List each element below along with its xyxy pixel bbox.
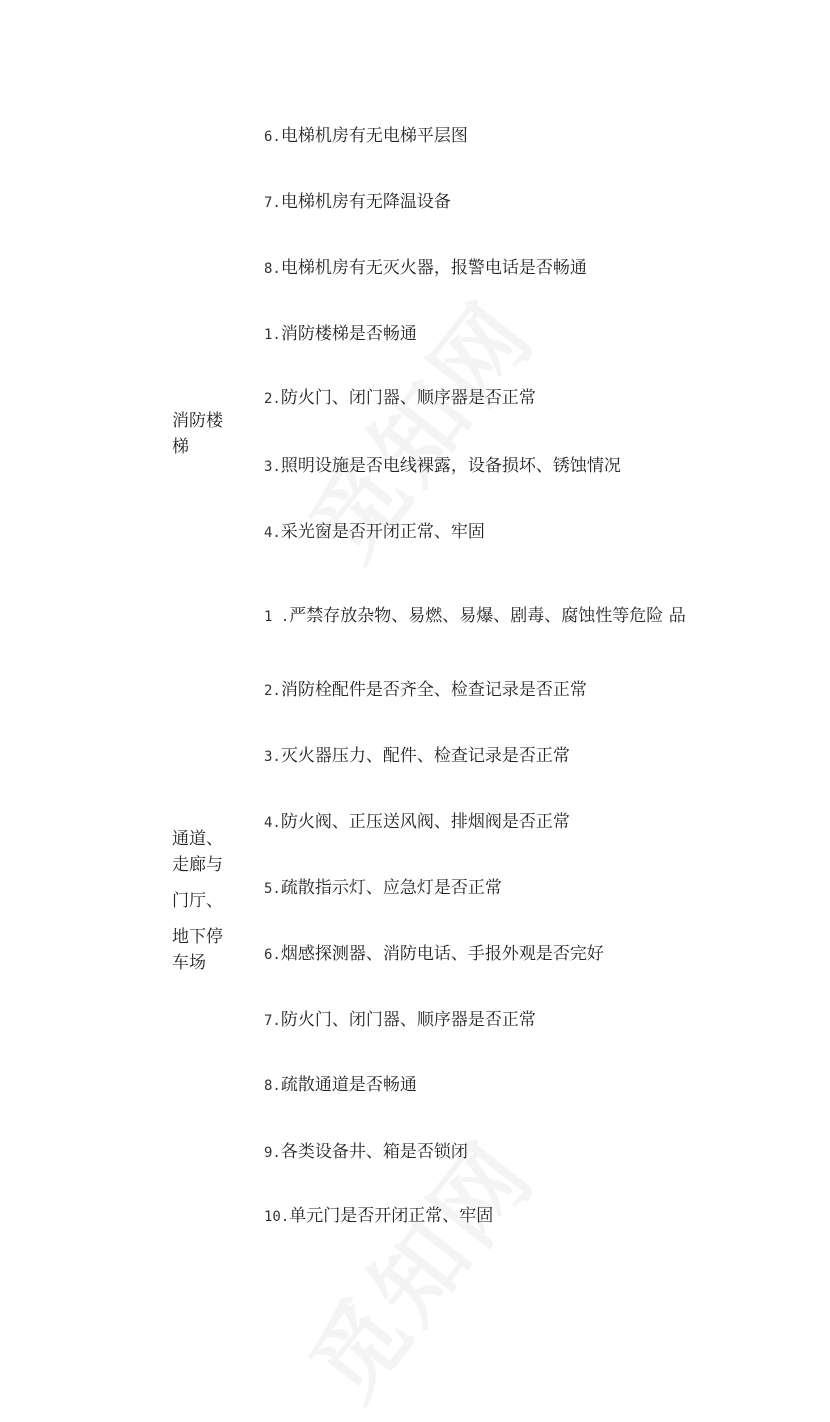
item-text: 疏散指示灯、应急灯是否正常 — [280, 878, 502, 898]
item-text: 防火门、闭门器、顺序器是否正常 — [280, 388, 536, 408]
item-number: 3. — [264, 749, 281, 765]
item-number: 3. — [264, 459, 281, 475]
item-number: 10. — [264, 1209, 290, 1225]
item-text: 各类设备井、箱是否锁闭 — [280, 1142, 468, 1162]
list-item — [264, 520, 485, 545]
item-number: 9. — [264, 1145, 281, 1161]
section-label-line: 通道、 — [172, 829, 223, 849]
list-item — [264, 386, 536, 411]
item-text: 电梯机房有无降温设备 — [280, 192, 451, 212]
item-text: 消防栓配件是否齐全、检查记录是否正常 — [280, 680, 587, 700]
item-number: 7. — [264, 195, 281, 211]
item-number: 8. — [264, 1078, 281, 1094]
section-label-line: 门厅、 — [172, 891, 223, 911]
list-item — [264, 1073, 417, 1098]
item-text: 采光窗是否开闭正常、牢固 — [280, 522, 485, 542]
item-text: 防火阀、正压送风阀、排烟阀是否正常 — [280, 812, 570, 832]
item-text: 单元门是否开闭正常、牢固 — [289, 1206, 494, 1226]
item-text: 烟感探测器、消防电话、手报外观是否完好 — [280, 944, 604, 964]
item-number: 1. — [264, 327, 281, 343]
item-number: 4. — [264, 815, 281, 831]
item-text: 电梯机房有无灭火器，报警电话是否畅通 — [280, 258, 587, 278]
list-item — [264, 1140, 468, 1165]
list-item — [264, 678, 587, 703]
section-label-line: 消防楼 — [172, 411, 223, 431]
item-number: 4. — [264, 525, 281, 541]
list-item — [264, 942, 604, 967]
list-item — [264, 256, 587, 281]
item-text: 疏散通道是否畅通 — [280, 1075, 417, 1095]
item-number: 6. — [264, 947, 281, 963]
item-text: 消防楼梯是否畅通 — [280, 324, 417, 344]
list-item — [264, 1204, 493, 1229]
item-text: 严禁存放杂物、易燃、易爆、剧毒、腐蚀性等危险 品 — [289, 606, 686, 626]
section-label-line: 走廊与 — [172, 855, 223, 875]
item-number: 6. — [264, 129, 281, 145]
list-item — [264, 810, 570, 835]
section-label-line: 车场 — [172, 953, 206, 973]
list-item — [264, 190, 451, 215]
item-text: 照明设施是否电线裸露，设备损坏、锈蚀情况 — [280, 456, 621, 476]
item-number: 8. — [264, 261, 281, 277]
item-number: 1 . — [264, 609, 290, 625]
item-text: 防火门、闭门器、顺序器是否正常 — [280, 1010, 536, 1030]
item-text: 电梯机房有无电梯平层图 — [280, 126, 468, 146]
section-label-line: 梯 — [172, 437, 189, 457]
list-item — [264, 604, 686, 629]
list-item — [264, 876, 502, 901]
item-text: 灭火器压力、配件、检查记录是否正常 — [280, 746, 570, 766]
section-label-corridor — [172, 826, 236, 976]
item-number: 5. — [264, 881, 281, 897]
list-item — [264, 124, 468, 149]
item-number: 2. — [264, 683, 281, 699]
list-item — [264, 1008, 536, 1033]
list-item — [264, 744, 570, 769]
list-item — [264, 454, 621, 479]
item-number: 7. — [264, 1013, 281, 1029]
list-item — [264, 322, 417, 347]
section-label-line: 地下停 — [172, 927, 223, 947]
item-number: 2. — [264, 391, 281, 407]
section-label-fire-stairs — [172, 408, 236, 460]
